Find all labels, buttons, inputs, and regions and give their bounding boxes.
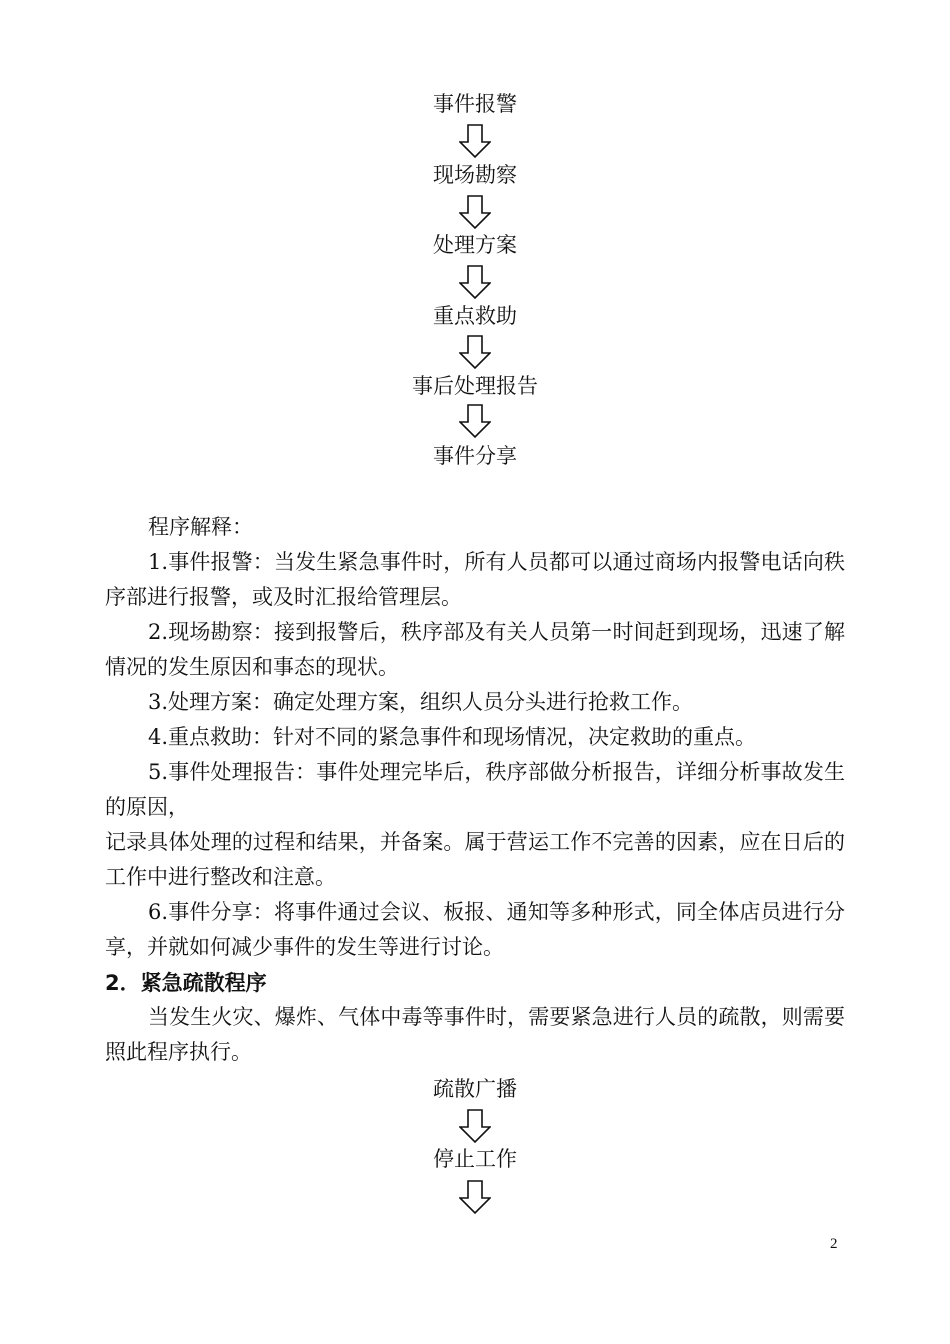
flow1-step-5: 事后处理报告: [412, 374, 538, 398]
down-arrow-icon: [459, 124, 491, 158]
explanation-item-1: 1.事件报警：当发生紧急事件时，所有人员都可以通过商场内报警电话向秩序部进行报警，或及时汇报给管理层。: [105, 550, 845, 609]
down-arrow-icon: [459, 335, 491, 369]
explanation-item-6: 6.事件分享：将事件通过会议、板报、通知等多种形式，同全体店员进行分享，并就如何减少事件的发生等进行讨论。: [105, 900, 845, 959]
flow1-step-3: 处理方案: [433, 233, 517, 257]
explanation-item-4: 4.重点救助：针对不同的紧急事件和现场情况，决定救助的重点。: [148, 725, 757, 749]
flow1-step-6: 事件分享: [433, 444, 517, 468]
down-arrow-icon: [459, 195, 491, 229]
section-heading: 2．紧急疏散程序: [105, 971, 267, 995]
flow2-step-1: 疏散广播: [433, 1077, 517, 1101]
explanation-item-5-continued: 记录具体处理的过程和结果，并备案。属于营运工作不完善的因素，应在日后的工作中进行整改和注意。: [105, 830, 845, 889]
flow1-step-2: 现场勘察: [433, 163, 517, 187]
explanation-item-2: 2.现场勘察：接到报警后，秩序部及有关人员第一时间赶到现场，迅速了解情况的发生原因和事态的现状。: [105, 620, 845, 679]
flow1-step-1: 事件报警: [433, 92, 517, 116]
flow1-step-4: 重点救助: [433, 304, 517, 328]
down-arrow-icon: [459, 1109, 491, 1143]
down-arrow-icon: [459, 1180, 491, 1214]
down-arrow-icon: [459, 404, 491, 438]
flow2-step-2: 停止工作: [433, 1147, 517, 1171]
section-intro: 当发生火灾、爆炸、气体中毒等事件时，需要紧急进行人员的疏散，则需要照此程序执行。: [105, 1005, 845, 1064]
down-arrow-icon: [459, 265, 491, 299]
explanation-title: 程序解释：: [148, 515, 253, 539]
page-number: 2: [830, 1236, 838, 1252]
explanation-item-3: 3.处理方案：确定处理方案，组织人员分头进行抢救工作。: [148, 690, 694, 714]
explanation-item-5: 5.事件处理报告：事件处理完毕后，秩序部做分析报告，详细分析事故发生的原因，: [105, 760, 845, 819]
